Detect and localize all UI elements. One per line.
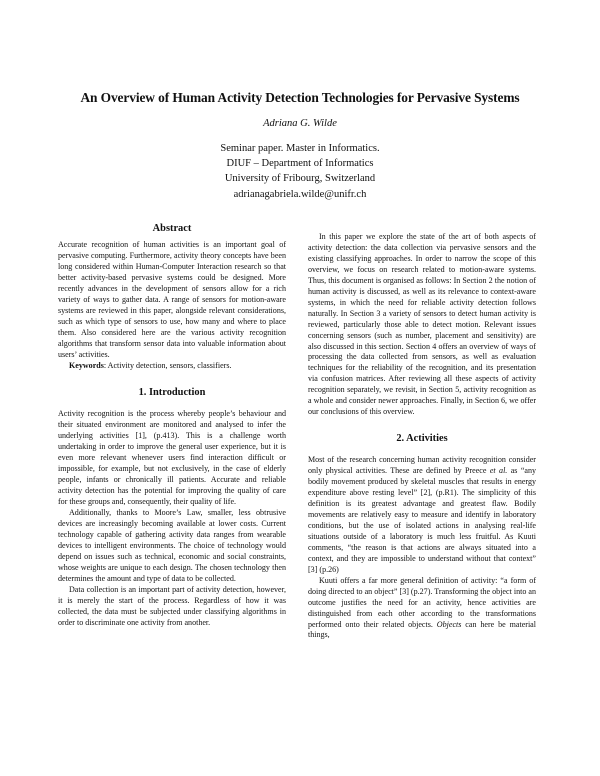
keywords-label: Keywords — [69, 361, 104, 371]
paragraph: Activity recognition is the process whereby people’s behaviour and their situated environment are monitored and analysed to infer the underlying activities [1], (p.413). This is a challenge worth undertaking in order to improve the general user experience, but it is even more relevant whenever users find interaction difficult or impossible, for example, but not exclusively, in the case of elderly people, infants or chronically ill patients. Accurate and reliable activity detection has the potential for improving the quality of care for these groups and, consequently, their quality of life. — [58, 409, 286, 507]
text-run: Most of the research concerning human activity recognition consider only physical activities. These are defined by Preece — [308, 455, 536, 476]
section-heading-activities: 2. Activities — [396, 433, 448, 445]
affiliation-line: Seminar paper. Master in Informatics. — [220, 143, 380, 154]
paragraph — [308, 455, 536, 575]
paragraph: In this paper we explore the state of the art of both aspects of activity detection: the data collection via pervasive sensors and the existing classifying approaches. In order to narrow the scope of this overview, we focus on research related to motion-aware systems. Thus, this document is organised as follows: In Section 2 the notion of human activity is discussed, as well as its relevance to context-aware systems, in which the need for reliable activity detection follows naturally. In Section 3 a variety of sensors to detect human activity is reviewed, particularly those able to detect motion. Relevant issues concerning sensors (such as number, placement and sensitivity) are also discussed in this section. Section 4 offers an overview of ways of processing the data collected from sensors, as well as evaluation techniques for the reliability of the recognition, and its presentation via confusion matrices. After reviewing all these aspects of activity recognition separately, we revisit, in Section 5, activity recognition as a whole and consider newer approaches. Finally, in Section 6, we offer our conclusions of this overview. — [308, 232, 536, 417]
paper-title: An Overview of Human Activity Detection Technologies for Pervasive Systems — [80, 90, 520, 105]
text-run-italic: et al. — [489, 466, 508, 476]
text-run: as “any bodily movement produced by skeletal muscles that results in energy expenditure above resting level” [2], (p.R1). The simplicity of this definition is its greatest advantage and greatest flaw. Bodily movements are relatively easy to measure and identify in laboratory conditions, but the use of isolated actions in analysing real-life situations outside of a laboratory is much less fruitful. As Kuuti comments, “the reason is that actions are always situated into a context, and they are impossible to understand without that context” [3] (p.26) — [308, 466, 537, 574]
affiliation-line: University of Fribourg, Switzerland — [224, 173, 376, 185]
paragraph: Additionally, thanks to Moore’s Law, smaller, less obtrusive devices are increasingly becoming available at lower costs. Current technology capable of gathering activity data ranges from wearable devices to intelligent environments. The choice of technology would depend on issues such as technical, economic and social constraints, whose weights are unique to each design. The chosen technology then determines the amount and type of data to be collected. — [58, 508, 286, 583]
keywords-text: : Activity detection, sensors, classifiers. — [103, 361, 232, 371]
right-column — [308, 232, 536, 641]
abstract-heading: Abstract — [152, 223, 192, 234]
left-column — [58, 223, 286, 629]
text-run: can here be material things, — [308, 619, 536, 640]
author-name: Adriana G. Wilde — [263, 118, 337, 129]
section-heading-introduction: 1. Introduction — [138, 387, 206, 399]
affiliation-block — [0, 141, 600, 202]
paragraph: Data collection is an important part of activity detection, however, it is merely the start of the process. Regardless of how it was collected, the data must be subjected under classifying algorithms in order to discriminate one activity from another. — [58, 584, 286, 627]
abstract-text: Accurate recognition of human activities is an important goal of pervasive computing. Furthermore, activity theory concepts have been long considered within Human-Computer Interaction research so that better activity-based pervasive systems could be designed. More recently advances in the development of sensors allow for a rich variety of ways to gather data. A range of sensors for motion-aware systems are reviewed in this paper, alongside relevant considerations, such as which type of sensors to use, how many and where to place them. Also considered here are the various activity recognition algorithms that transform sensor data into valuable information about users’ activities. — [58, 240, 286, 359]
affiliation-line: DIUF – Department of Informatics — [226, 158, 374, 170]
author-email: adrianagabriela.wilde@unifr.ch — [233, 188, 367, 200]
paragraph — [308, 576, 536, 642]
text-run: Kuuti offers a far more general definition of activity: “a form of doing directed to an object” [3] (p.27). Transforming the object into an outcome justifies the need for an activity, hence activities are distinguished from each other according to the transformations performed onto their related objects. — [308, 575, 536, 629]
text-run-italic: Objects — [436, 619, 462, 629]
keywords — [58, 361, 286, 372]
